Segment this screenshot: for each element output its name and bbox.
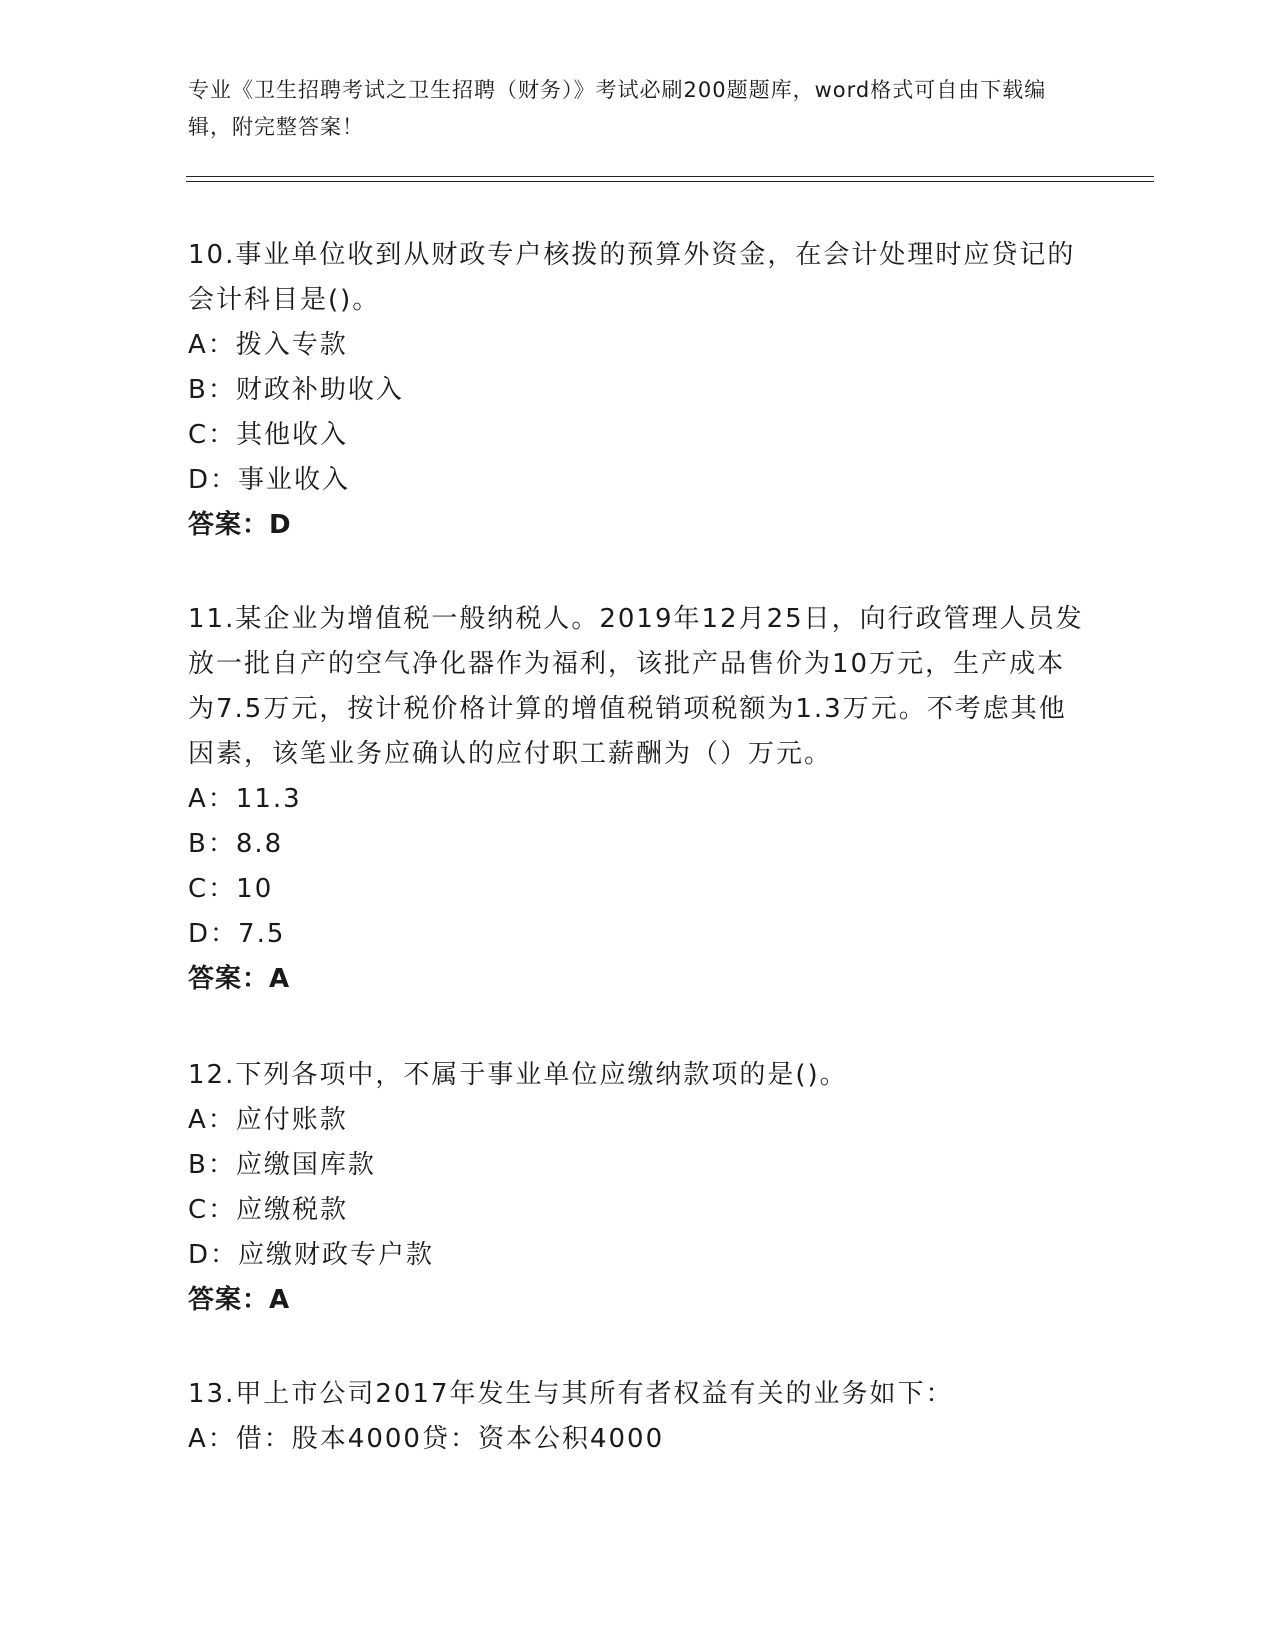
option-c: C：其他收入	[188, 420, 349, 450]
question-13	[188, 1372, 1088, 1462]
document-header: 专业《卫生招聘考试之卫生招聘（财务）》考试必刷200题题库，word格式可自由下载编辑，附完整答案！	[188, 78, 1047, 139]
option-c: C：10	[188, 874, 274, 904]
option-b: B：财政补助收入	[188, 375, 404, 405]
question-11	[188, 597, 1088, 1002]
header-divider-bottom	[186, 181, 1154, 182]
header-divider-top	[186, 176, 1154, 177]
option-a: A：借：股本4000贷：资本公积4000	[188, 1424, 665, 1454]
option-c: C：应缴税款	[188, 1195, 349, 1225]
option-d: D：7.5	[188, 919, 286, 949]
question-stem: 10.事业单位收到从财政专户核拨的预算外资金，在会计处理时应贷记的会计科目是()。	[188, 240, 1076, 315]
option-b: B：8.8	[188, 829, 284, 859]
answer: 答案：A	[188, 1285, 291, 1315]
question-stem: 12.下列各项中，不属于事业单位应缴纳款项的是()。	[188, 1060, 848, 1090]
option-a: A：应付账款	[188, 1105, 348, 1135]
option-d: D：应缴财政专户款	[188, 1240, 435, 1270]
answer: 答案：D	[188, 510, 292, 540]
option-d: D：事业收入	[188, 465, 351, 495]
question-stem: 13.甲上市公司2017年发生与其所有者权益有关的业务如下：	[188, 1379, 954, 1409]
question-stem: 11.某企业为增值税一般纳税人。2019年12月25日，向行政管理人员发放一批自产的空气净化器作为福利，该批产品售价为10万元，生产成本为7.5万元，按计税价格计算的增值税销项税额为1.3万元。不考虑其他因素，该笔业务应确认的应付职工薪酬为（）万元。	[188, 604, 1084, 769]
question-12	[188, 1053, 1088, 1323]
answer: 答案：A	[188, 964, 291, 994]
option-a: A：11.3	[188, 784, 302, 814]
option-a: A：拨入专款	[188, 330, 348, 360]
option-b: B：应缴国库款	[188, 1150, 376, 1180]
question-10	[188, 233, 1088, 548]
